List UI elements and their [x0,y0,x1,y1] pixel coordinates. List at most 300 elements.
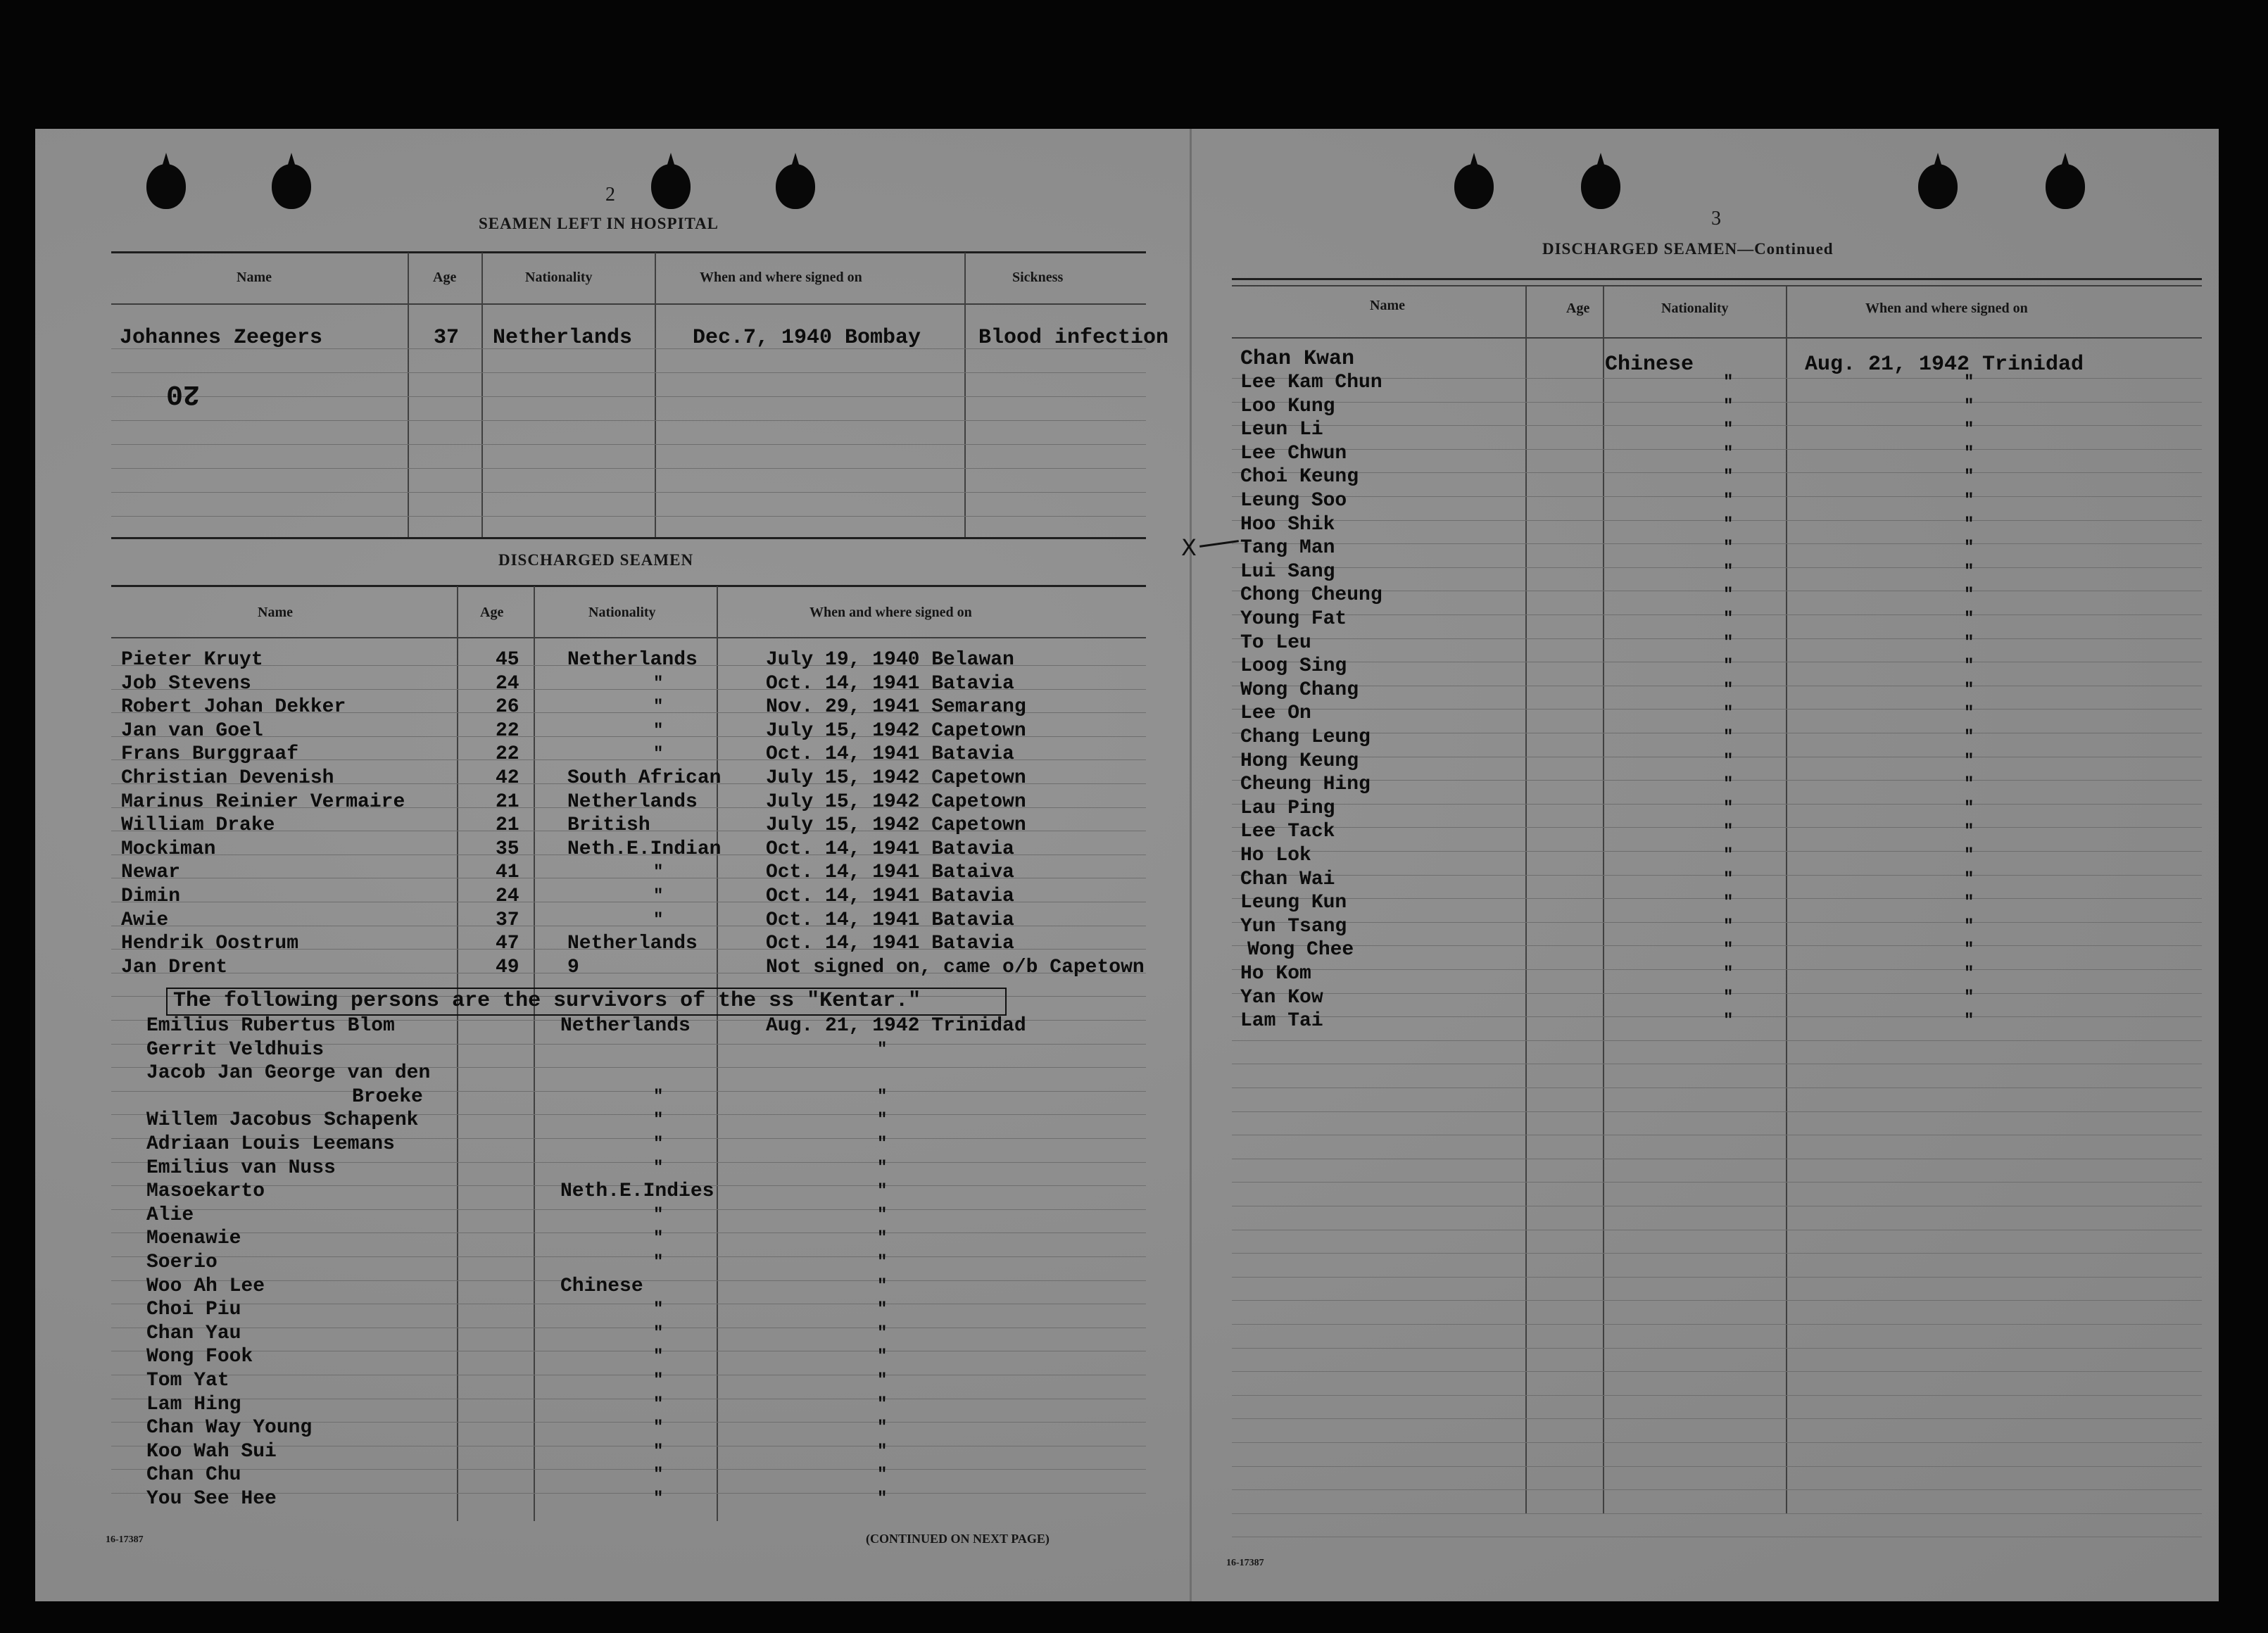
seaman-name: Hoo Shik [1240,513,1335,536]
row-rule [1232,1324,2202,1325]
survivor-signed: " [877,1300,888,1320]
survivor-nationality: " [653,1442,664,1461]
seaman-age: 49 [496,956,519,978]
seaman-name: Mockiman [121,838,216,860]
right-col-nationality: Nationality [1661,301,1729,316]
seaman-age: 24 [496,672,519,695]
seaman-name: Lee Tack [1240,821,1335,843]
ditto-signed: " [1964,940,1974,960]
hospital-name: Johannes Zeegers [120,326,323,350]
survivor-name: Soerio [146,1251,218,1273]
survivor-name: You See Hee [146,1488,277,1510]
ditto-nationality: " [1723,964,1734,983]
ditto-signed: " [1964,893,1974,913]
survivor-signed: " [877,1158,888,1178]
right-col-signed: When and where signed on [1865,301,2028,316]
row-rule [111,516,1146,517]
ditto-signed: " [1964,988,1974,1007]
seaman-nationality: South African [567,767,722,789]
seaman-nationality: Netherlands [567,933,698,955]
ditto-nationality: " [1723,869,1734,889]
ditto-nationality: " [1723,798,1734,818]
column-divider [717,586,718,1521]
row-rule [111,1256,1146,1257]
table-rule [111,303,1146,305]
seaman-signed: July 15, 1942 Capetown [766,790,1026,813]
survivor-name: Chan Yau [146,1322,241,1344]
ditto-signed: " [1964,586,1974,605]
ditto-signed: " [1964,916,1974,936]
document-sheet [35,129,2219,1601]
seaman-age: 26 [496,696,519,719]
survivor-signed: " [877,1182,888,1202]
survivor-name: Woo Ah Lee [146,1275,265,1297]
table-rule [111,585,1146,587]
row-rule [1232,851,2202,852]
seaman-signed: Oct. 14, 1941 Batavia [766,933,1014,955]
row-rule [1232,1348,2202,1349]
ditto-nationality: " [1723,396,1734,416]
column-divider [655,253,656,537]
ditto-signed: " [1964,775,1974,795]
row-rule [1232,1277,2202,1278]
discharged-col-name: Name [258,605,293,620]
seaman-name: Lam Tai [1240,1010,1323,1033]
seaman-signed: July 15, 1942 Capetown [766,814,1026,837]
ditto-signed: " [1964,538,1974,558]
ditto-signed: " [1964,798,1974,818]
row-rule [111,1232,1146,1233]
row-rule [1232,425,2202,426]
ditto-nationality: " [1723,373,1734,392]
ditto-signed: " [1964,467,1974,487]
discharged-section-title: DISCHARGED SEAMEN [498,551,694,569]
seaman-age: 42 [496,767,519,789]
page-fold [1190,129,1192,1601]
seaman-age: 21 [496,790,519,813]
survivor-nationality: " [653,1489,664,1508]
survivor-nationality: " [653,1347,664,1367]
survivor-nationality: " [653,1300,664,1320]
seaman-age: 47 [496,933,519,955]
survivor-signed: " [877,1087,888,1106]
ditto-signed: " [1964,633,1974,652]
seaman-name: Wong Chee [1247,939,1354,961]
ditto-signed: " [1964,728,1974,747]
seaman-name: Chan Wai [1240,868,1335,890]
seaman-name: Lee On [1240,702,1311,725]
row-rule [1232,1040,2202,1041]
seaman-age: 22 [496,743,519,766]
survivor-name: Adriaan Louis Leemans [146,1133,395,1155]
seaman-age: 22 [496,719,519,742]
survivor-name: Koo Wah Sui [146,1440,277,1463]
right-col-age: Age [1566,301,1590,316]
row-rule [1232,1513,2202,1514]
ditto-signed: " [1964,869,1974,889]
hospital-col-name: Name [237,270,272,285]
ditto-nationality: " [1723,443,1734,463]
ditto-nationality: " [1723,728,1734,747]
row-rule [1232,496,2202,497]
survivor-name: Gerrit Veldhuis [146,1038,325,1061]
survivor-name: Alie [146,1204,194,1226]
row-rule [1232,875,2202,876]
row-rule [1232,1371,2202,1372]
seaman-name: To Leu [1240,631,1311,654]
seaman-age: 24 [496,885,519,907]
ditto-nationality: " [1723,775,1734,795]
seaman-name: Job Stevens [121,672,251,695]
hospital-col-signed: When and where signed on [700,270,862,285]
seaman-nationality: Neth.E.Indian [567,838,722,860]
ditto-signed: " [1964,562,1974,581]
row-rule [1232,402,2202,403]
ditto-nationality: " [1723,586,1734,605]
survivor-nationality: Netherlands [560,1015,691,1037]
survivor-signed: " [877,1442,888,1461]
first-row-nationality: Chinese [1605,353,1694,377]
row-rule [1232,520,2202,521]
seaman-name: Loo Kung [1240,395,1335,417]
seaman-signed: July 15, 1942 Capetown [766,767,1026,789]
survivor-signed: " [877,1135,888,1154]
survivor-signed: " [877,1253,888,1272]
seaman-age: 35 [496,838,519,860]
seaman-name: Lui Sang [1240,560,1335,583]
seaman-name: Hong Keung [1240,750,1359,772]
ditto-signed: " [1964,396,1974,416]
left-page [35,129,1168,1601]
ditto-signed: " [1964,822,1974,842]
survivor-nationality: " [653,1135,664,1154]
seaman-name: Leung Kun [1240,892,1347,914]
ditto-nationality: " [1723,822,1734,842]
seaman-nationality: Netherlands [567,790,698,813]
seaman-name: Marinus Reinier Vermaire [121,790,405,813]
survivor-signed: " [877,1229,888,1249]
seaman-nationality: British [567,814,650,837]
seaman-age: 45 [496,649,519,671]
row-rule [1232,449,2202,450]
seaman-name: Lee Kam Chun [1240,372,1382,393]
seaman-nationality: " [653,863,664,883]
discharged-col-signed: When and where signed on [809,605,972,620]
survivor-name: Emilius Rubertus Blom [146,1015,395,1037]
row-rule [1232,969,2202,970]
row-rule [111,468,1146,469]
seaman-nationality: 9 [567,956,579,978]
row-rule [1232,1489,2202,1490]
row-rule [1232,1016,2202,1017]
row-rule [1232,804,2202,805]
row-rule [1232,1418,2202,1419]
ditto-nationality: " [1723,420,1734,440]
seaman-name: Tang Man [1240,537,1335,560]
row-rule [111,1091,1146,1092]
table-rule [111,637,1146,638]
survivor-name: Emilius van Nuss [146,1156,336,1179]
ditto-nationality: " [1723,916,1734,936]
seaman-name: Jan van Goel [121,719,263,742]
survivor-name: Masoekarto [146,1180,265,1203]
row-rule [1232,567,2202,568]
column-divider [457,586,458,1521]
row-rule [1232,1111,2202,1112]
survivor-name: Choi Piu [146,1299,241,1321]
seaman-signed: Oct. 14, 1941 Batavia [766,743,1014,766]
right-col-name: Name [1370,298,1405,313]
seaman-age: 37 [496,909,519,931]
ditto-nationality: " [1723,1011,1734,1031]
ditto-signed: " [1964,964,1974,983]
seaman-signed: Nov. 29, 1941 Semarang [766,696,1026,719]
ditto-nationality: " [1723,491,1734,510]
survivor-nationality: " [653,1323,664,1343]
survivor-nationality: " [653,1205,664,1225]
seaman-nationality: " [653,698,664,717]
row-rule [111,1209,1146,1210]
row-rule [1232,472,2202,473]
survivor-signed: " [877,1276,888,1296]
hospital-col-nationality: Nationality [525,270,593,285]
seaman-nationality: " [653,721,664,740]
seaman-signed: July 15, 1942 Capetown [766,719,1026,742]
first-row-name: Chan Kwan [1240,347,1355,371]
survivor-signed: " [877,1371,888,1390]
ditto-nationality: " [1723,940,1734,960]
seaman-name: Jan Drent [121,956,228,978]
hospital-age: 37 [434,326,460,350]
hospital-col-sickness: Sickness [1012,270,1064,285]
ditto-signed: " [1964,610,1974,629]
table-rule [1232,337,2202,339]
hospital-nationality: Netherlands [493,326,633,350]
seaman-name: Chong Cheung [1240,584,1382,607]
survivor-nationality: " [653,1465,664,1485]
ditto-nationality: " [1723,680,1734,700]
row-rule [1232,1300,2202,1301]
table-rule [1232,285,2202,286]
row-rule [1232,1253,2202,1254]
column-divider [1786,286,1787,1514]
survivor-signed: " [877,1489,888,1508]
column-divider [408,253,409,537]
first-row-signed: Aug. 21, 1942 Trinidad [1805,353,2084,377]
column-divider [481,253,483,537]
margin-number: 20 [166,377,201,409]
row-rule [111,420,1146,421]
hospital-signed: Dec.7, 1940 Bombay [693,326,921,350]
survivor-nationality: " [653,1229,664,1249]
discharged-col-age: Age [480,605,504,620]
seaman-name: William Drake [121,814,275,837]
survivor-signed: " [877,1418,888,1438]
ditto-signed: " [1964,846,1974,865]
row-rule [1232,922,2202,923]
row-rule [1232,614,2202,615]
row-rule [1232,1087,2202,1088]
seaman-name: Loog Sing [1240,655,1347,678]
row-rule [111,492,1146,493]
ditto-signed: " [1964,704,1974,724]
row-rule [1232,1395,2202,1396]
survivor-name: Willem Jacobus Schapenk [146,1109,419,1132]
seaman-name: Choi Keung [1240,466,1359,488]
survivor-nationality: " [653,1371,664,1390]
ditto-signed: " [1964,657,1974,676]
seaman-name: Yun Tsang [1240,915,1347,938]
seaman-nationality: " [653,674,664,693]
row-rule [111,396,1146,397]
form-code: 16-17387 [1226,1558,1264,1568]
seaman-signed: Oct. 14, 1941 Batavia [766,672,1014,695]
right-page [1181,129,2219,1601]
table-rule [111,537,1146,539]
ditto-nationality: " [1723,467,1734,487]
seaman-nationality: " [653,910,664,930]
seaman-name: Pieter Kruyt [121,649,263,671]
row-rule [1232,638,2202,639]
survivor-signed: " [877,1111,888,1130]
form-code: 16-17387 [106,1534,144,1545]
ditto-nationality: " [1723,633,1734,652]
discharged-col-nationality: Nationality [588,605,656,620]
survivor-nationality: " [653,1087,664,1106]
right-section-title: DISCHARGED SEAMEN—Continued [1542,240,1834,258]
ditto-signed: " [1964,515,1974,534]
seaman-name: Leung Soo [1240,490,1347,512]
ditto-signed: " [1964,373,1974,392]
seaman-name: Young Fat [1240,608,1347,630]
seaman-signed: Oct. 14, 1941 Batavia [766,838,1014,860]
seaman-age: 41 [496,862,519,884]
column-divider [534,586,535,1521]
ditto-signed: " [1964,1011,1974,1031]
seaman-name: Ho Kom [1240,963,1311,985]
survivor-name: Chan Chu [146,1464,241,1487]
column-divider [1603,286,1604,1514]
seaman-signed: Oct. 14, 1941 Bataiva [766,862,1014,884]
seaman-name: Lau Ping [1240,797,1335,819]
seaman-name: Leun Li [1240,419,1323,441]
seaman-signed: Not signed on, came o/b Capetown [766,956,1145,978]
seaman-signed: Oct. 14, 1941 Batavia [766,909,1014,931]
survivors-note: The following persons are the survivors of the ss "Kentar." [173,989,921,1013]
ditto-signed: " [1964,680,1974,700]
survivor-signed: " [877,1205,888,1225]
ditto-signed: " [1964,443,1974,463]
survivor-nationality: " [653,1394,664,1414]
survivor-nationality: " [653,1253,664,1272]
column-divider [1525,286,1527,1514]
seaman-name: Christian Devenish [121,767,334,789]
survivor-nationality: " [653,1111,664,1130]
table-rule [111,251,1146,253]
seaman-name: Cheung Hing [1240,774,1371,796]
hospital-sickness: Blood infection [978,326,1169,350]
survivor-nationality: Neth.E.Indies [560,1180,714,1203]
survivor-name: Chan Way Young [146,1417,313,1439]
row-rule [1232,993,2202,994]
ditto-nationality: " [1723,751,1734,771]
survivor-signed: " [877,1323,888,1343]
hospital-col-age: Age [433,270,457,285]
hospital-section-title: SEAMEN LEFT IN HOSPITAL [479,215,719,232]
survivor-signed: " [877,1040,888,1059]
seaman-name: Awie [121,909,169,931]
row-rule [1232,827,2202,828]
row-rule [1232,945,2202,946]
page-number: 3 [1711,208,1721,229]
seaman-signed: Oct. 14, 1941 Batavia [766,885,1014,907]
row-rule [1232,709,2202,710]
ditto-nationality: " [1723,846,1734,865]
ditto-nationality: " [1723,704,1734,724]
seaman-age: 21 [496,814,519,837]
row-rule [111,372,1146,373]
seaman-name: Hendrik Oostrum [121,933,299,955]
survivor-name: Broeke [352,1085,423,1108]
table-rule [1232,278,2202,280]
seaman-name: Wong Chang [1240,679,1359,701]
ditto-nationality: " [1723,893,1734,913]
ditto-nationality: " [1723,610,1734,629]
row-rule [111,1469,1146,1470]
continued-note: (CONTINUED ON NEXT PAGE) [866,1532,1050,1546]
column-divider [964,253,966,537]
survivor-signed: " [877,1347,888,1367]
survivor-nationality: " [653,1158,664,1178]
seaman-nationality: " [653,745,664,764]
ditto-signed: " [1964,420,1974,440]
ditto-nationality: " [1723,538,1734,558]
margin-x-mark: X [1181,534,1197,561]
survivor-nationality: Chinese [560,1275,643,1297]
row-rule [1232,780,2202,781]
survivor-signed: " [877,1394,888,1414]
survivor-signed: Aug. 21, 1942 Trinidad [766,1015,1026,1037]
seaman-name: Yan Kow [1240,986,1323,1009]
ditto-signed: " [1964,491,1974,510]
seaman-name: Dimin [121,885,181,907]
seaman-name: Chang Leung [1240,726,1371,748]
seaman-name: Lee Chwun [1240,442,1347,465]
ditto-nationality: " [1723,515,1734,534]
survivor-name: Tom Yat [146,1370,229,1392]
ditto-nationality: " [1723,562,1734,581]
row-rule [1232,1466,2202,1467]
seaman-signed: July 19, 1940 Belawan [766,649,1014,671]
survivor-name: Jacob Jan George van den [146,1062,431,1085]
survivor-name: Lam Hing [146,1393,241,1416]
seaman-nationality: Netherlands [567,649,698,671]
row-rule [111,444,1146,445]
ditto-nationality: " [1723,657,1734,676]
row-rule [1232,1182,2202,1183]
row-rule [1232,898,2202,899]
seaman-name: Newar [121,862,181,884]
survivor-nationality: " [653,1418,664,1438]
seaman-name: Frans Burggraaf [121,743,299,766]
ditto-nationality: " [1723,988,1734,1007]
row-rule [1232,1442,2202,1443]
ditto-signed: " [1964,751,1974,771]
seaman-name: Robert Johan Dekker [121,696,346,719]
seaman-name: Ho Lok [1240,845,1311,866]
survivor-signed: " [877,1465,888,1485]
survivor-name: Wong Fook [146,1346,253,1368]
